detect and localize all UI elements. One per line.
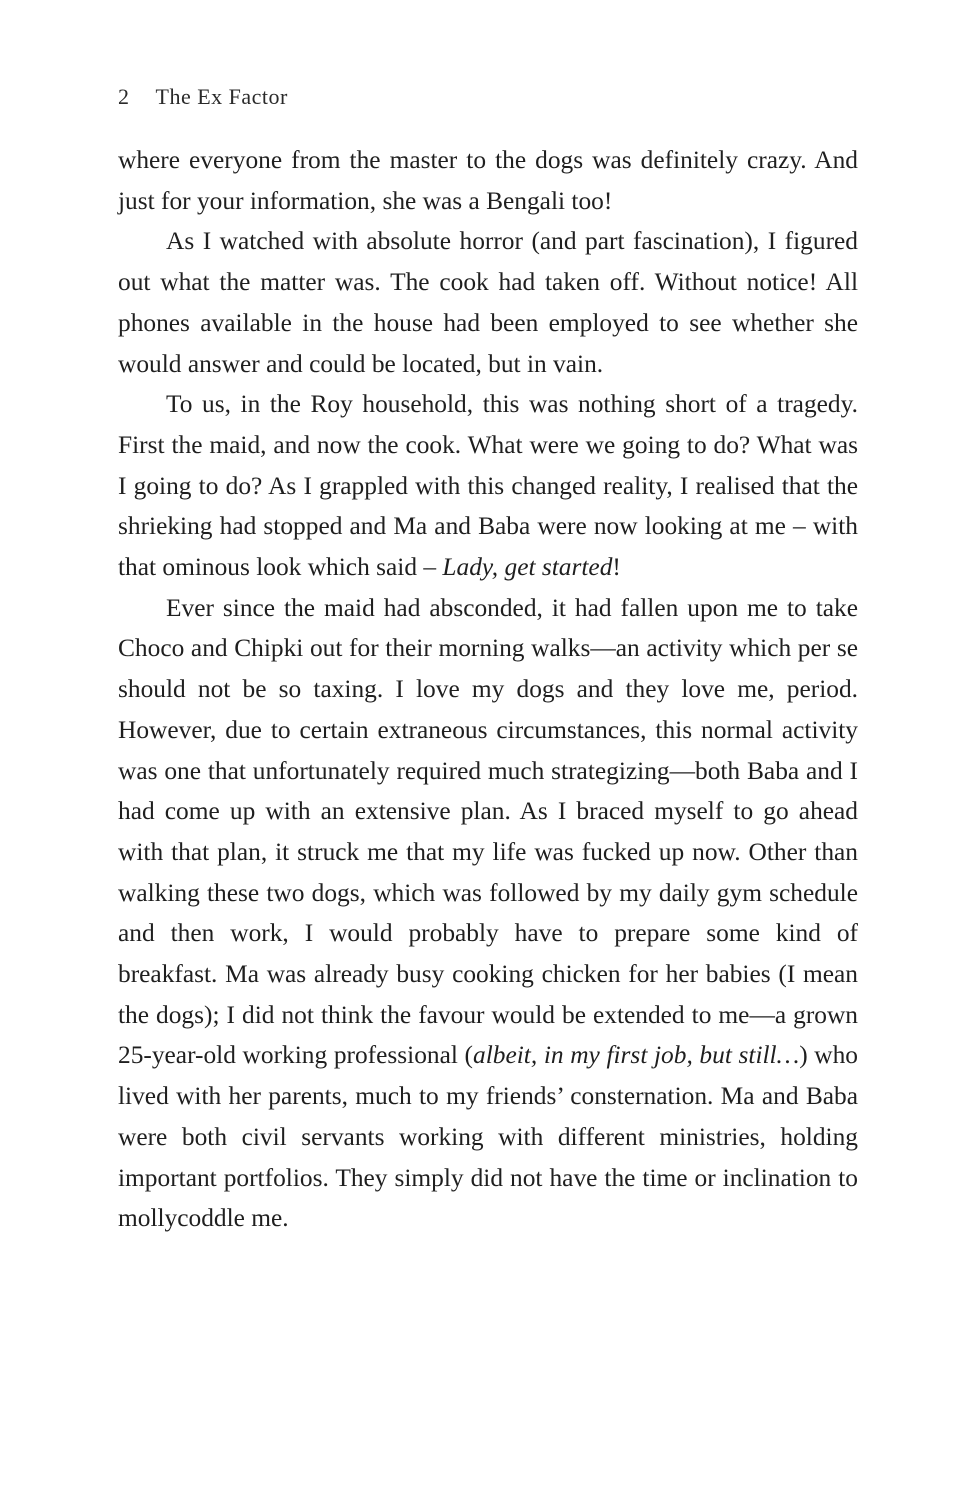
text-run: To us, in the Roy household, this was nothing short of a tragedy. First the maid, and now the cook. What were we going to do? What was I going to do? As I grappled with this changed reality, I realised that the shrieking had stopped and Ma and Baba were now looking at me – with that ominous look which said –	[118, 390, 858, 582]
text-run: where everyone from the master to the dogs was definitely crazy. And just for your information, she was a Bengali too!	[118, 146, 858, 215]
page-number: 2	[118, 84, 130, 109]
italic-text-run: albeit, in my first job, but still…	[473, 1041, 800, 1070]
italic-text-run: Lady, get started	[442, 553, 613, 582]
running-title: The Ex Factor	[155, 84, 288, 109]
text-run: Ever since the maid had absconded, it had fallen upon me to take Choco and Chipki out for their morning walks—an activity which per se should not be so taxing. I love my dogs and they love me, period. However, due to certain extraneous circumstances, this normal activity was one that unfortunately required much strategizing—both Baba and I had come up with an extensive plan. As I braced myself to go ahead with that plan, it struck me that my life was fucked up now. Other than walking these two dogs, which was followed by my daily gym schedule and then work, I would probably have to prepare some kind of breakfast. Ma was already busy cooking chicken for her babies (I mean the dogs); I did not think the favour would be extended to me—a grown 25-year-old working professional (	[118, 593, 858, 1070]
paragraph	[118, 140, 858, 221]
text-run: ) who lived with her parents, much to my friends’ consternation. Ma and Baba were both civil servants working with different ministries, holding important portfolios. They simply did not have the time or inclination to mollycoddle me.	[118, 1041, 859, 1233]
paragraph	[118, 384, 858, 588]
text-run: !	[612, 553, 621, 582]
running-head	[118, 84, 288, 110]
text-run: As I watched with absolute horror (and part fascination), I figured out what the matter was. The cook had taken off. Without notice! All phones available in the house had been employed to see whether she would answer and could be located, but in vain.	[118, 227, 858, 378]
paragraph	[118, 221, 858, 384]
paragraph	[118, 588, 858, 1239]
body-text	[118, 140, 858, 1239]
